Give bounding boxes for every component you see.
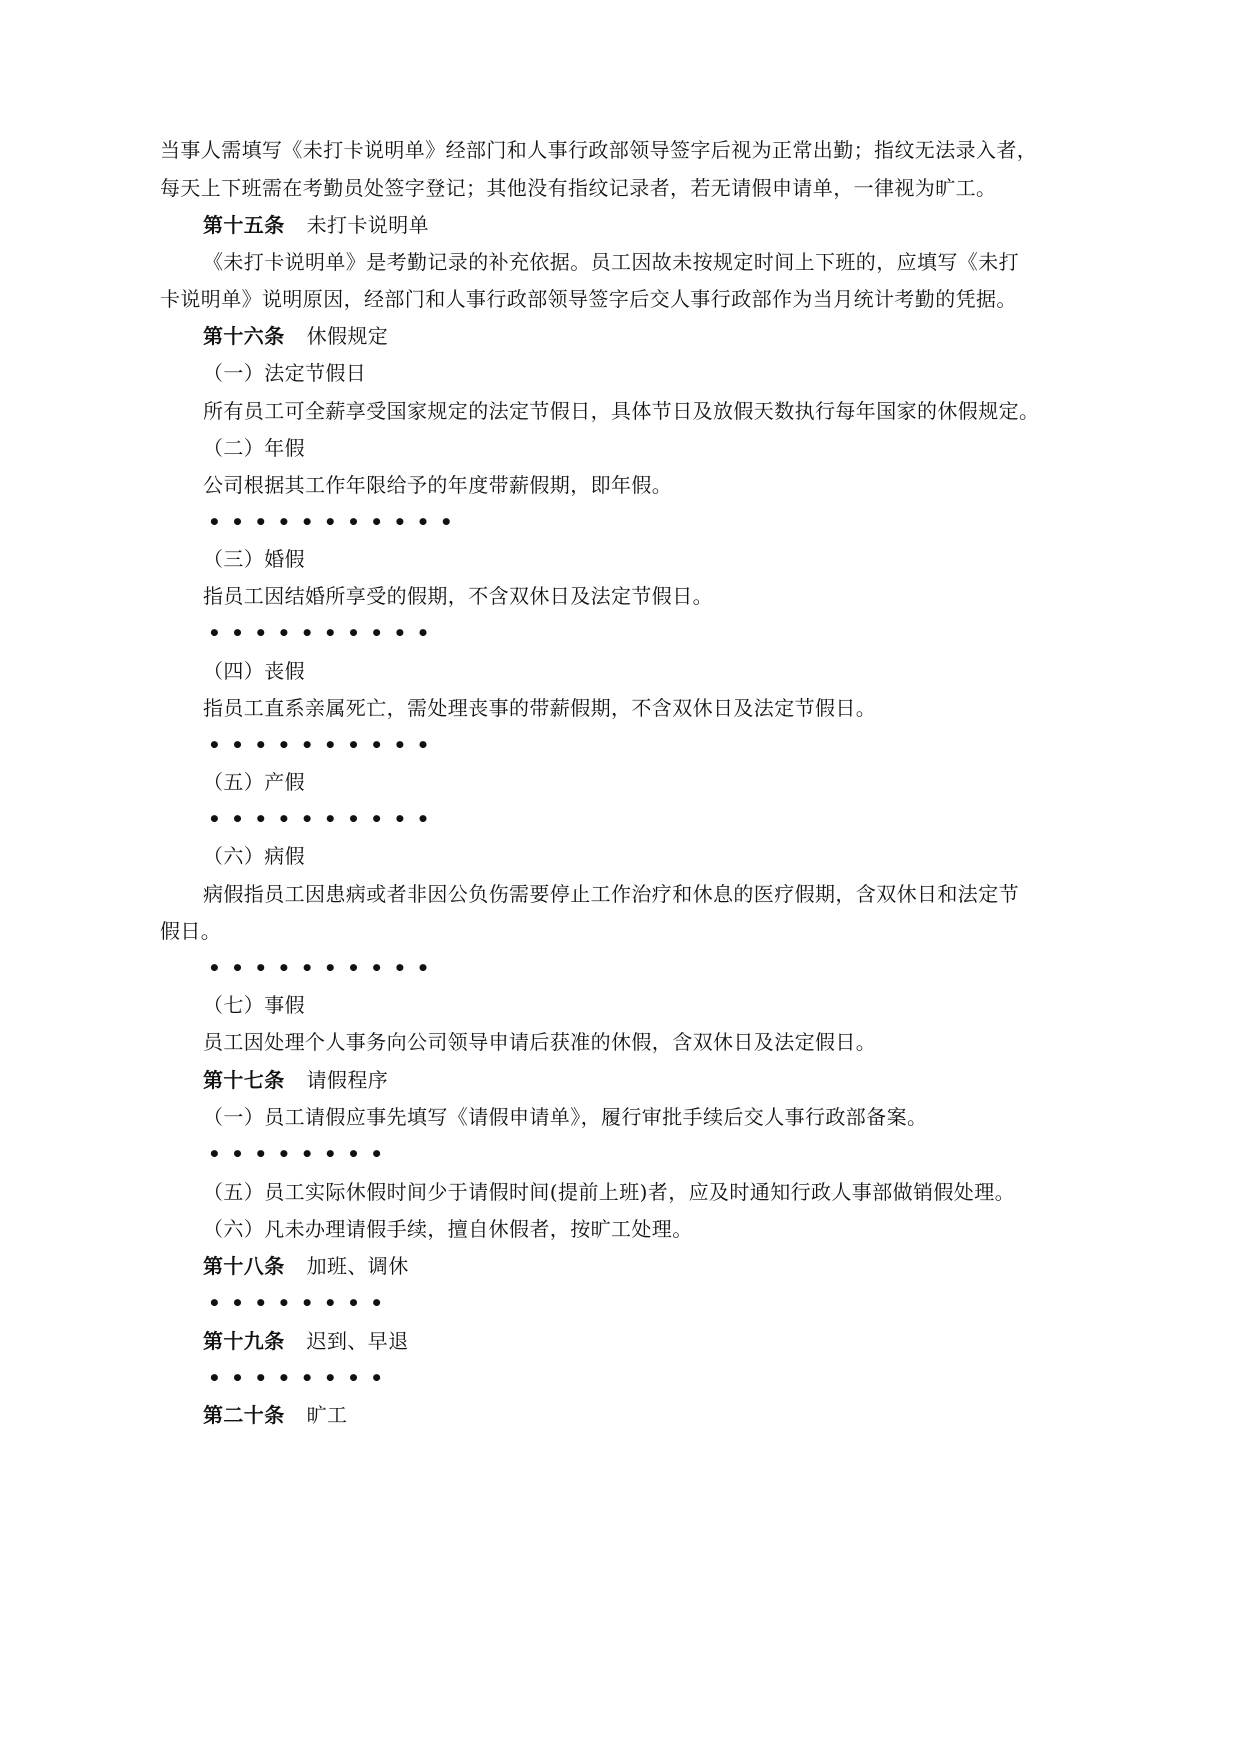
ellipsis-dots: •••••••••• [208, 621, 440, 645]
article-16-title: 休假规定 [306, 324, 389, 348]
intro-line-1: 当事人需填写《未打卡说明单》经部门和人事行政部领导签字后视为正常出勤；指纹无法录入者， [160, 138, 1038, 162]
section-bereavement-leave-text: 指员工直系亲属死亡，需处理丧事的带薪假期，不含双休日及法定节假日。 [203, 696, 877, 720]
ellipsis-dots: •••••••••• [208, 807, 440, 831]
ellipsis-dots: •••••••••• [208, 733, 440, 757]
article-15-text-line-2: 卡说明单》说明原因，经部门和人事行政部领导签字后交人事行政部作为当月统计考勤的凭据。 [160, 287, 1017, 311]
article-17-title: 请假程序 [306, 1068, 389, 1092]
article-19-heading [203, 1327, 409, 1355]
article-15-title: 未打卡说明单 [306, 213, 430, 237]
article-15-text-line-1: 《未打卡说明单》是考勤记录的补充依据。员工因故未按规定时间上下班的，应填写《未打 [203, 250, 1019, 274]
article-15-number: 第十五条 [203, 213, 285, 237]
ellipsis-dots: •••••••• [208, 1366, 394, 1390]
section-sick-leave-text-line-1: 病假指员工因患病或者非因公负伤需要停止工作治疗和休息的医疗假期，含双休日和法定节 [203, 882, 1019, 906]
article-20-heading [203, 1401, 347, 1429]
article-18-title: 加班、调休 [306, 1254, 409, 1278]
article-19-title: 迟到、早退 [306, 1329, 409, 1353]
section-bereavement-leave-heading: （四）丧假 [203, 659, 305, 683]
article-17-item-6: （六）凡未办理请假手续，擅自休假者，按旷工处理。 [203, 1217, 693, 1241]
section-maternity-leave-heading: （五）产假 [203, 770, 305, 794]
article-17-heading [203, 1066, 388, 1094]
section-marriage-leave-text: 指员工因结婚所享受的假期，不含双休日及法定节假日。 [203, 584, 713, 608]
section-statutory-holidays-heading: （一）法定节假日 [203, 361, 367, 385]
article-20-title: 旷工 [306, 1403, 348, 1427]
section-personal-leave-heading: （七）事假 [203, 993, 305, 1017]
article-18-heading [203, 1252, 409, 1280]
section-marriage-leave-heading: （三）婚假 [203, 547, 305, 571]
intro-line-2: 每天上下班需在考勤员处签字登记；其他没有指纹记录者，若无请假申请单，一律视为旷工。 [160, 176, 997, 200]
section-personal-leave-text: 员工因处理个人事务向公司领导申请后获准的休假，含双休日及法定假日。 [203, 1030, 877, 1054]
article-18-number: 第十八条 [203, 1254, 285, 1278]
ellipsis-dots: ••••••••••• [208, 510, 464, 534]
ellipsis-dots: •••••••• [208, 1291, 394, 1315]
ellipsis-dots: •••••••• [208, 1142, 394, 1166]
article-15-heading [203, 211, 429, 239]
section-annual-leave-heading: （二）年假 [203, 436, 305, 460]
article-16-number: 第十六条 [203, 324, 285, 348]
section-annual-leave-text: 公司根据其工作年限给予的年度带薪假期，即年假。 [203, 473, 673, 497]
article-17-item-5: （五）员工实际休假时间少于请假时间(提前上班)者，应及时通知行政人事部做销假处理。 [203, 1180, 1016, 1204]
ellipsis-dots: •••••••••• [208, 956, 440, 980]
article-17-item-1: （一）员工请假应事先填写《请假申请单》，履行审批手续后交人事行政部备案。 [203, 1105, 928, 1129]
article-19-number: 第十九条 [203, 1329, 285, 1353]
section-statutory-holidays-text: 所有员工可全薪享受国家规定的法定节假日，具体节日及放假天数执行每年国家的休假规定。 [203, 399, 1040, 423]
article-17-number: 第十七条 [203, 1068, 285, 1092]
section-sick-leave-heading: （六）病假 [203, 844, 305, 868]
section-sick-leave-text-line-2: 假日。 [160, 919, 222, 943]
article-16-heading [203, 322, 388, 350]
article-20-number: 第二十条 [203, 1403, 285, 1427]
